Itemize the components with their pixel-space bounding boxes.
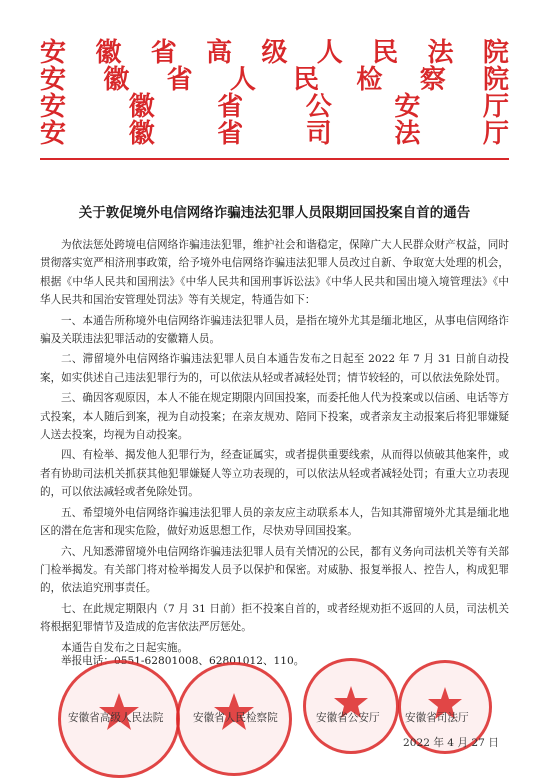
issuer-header [40, 40, 509, 148]
report-hotline: 举报电话：0551-62801008、62801012、110。 [61, 655, 305, 667]
issue-date: 2022 年 4 月 27 日 [403, 737, 499, 749]
signature-court: 安徽省高级人民法院 [68, 712, 164, 724]
header-char: 安 [40, 119, 67, 149]
header-char: 公 [305, 92, 332, 122]
paragraph-5: 五、希望境外电信网络诈骗违法犯罪人员的亲友应主动联系本人，告知其滞留境外尤其是缅北地区的潜在危害和现实危险，做好劝返思想工作，尽快劝导回国投案。 [40, 506, 509, 538]
header-char: 徽 [103, 65, 130, 95]
paragraph-2: 二、滞留境外电信网络诈骗违法犯罪人员自本通告发布之日起至 2022 年 7 月 31 日前自动投案，如实供述自己违法犯罪行为的，可以依法从轻或者减轻处罚；情节较轻的，可以依法免除处罚。 [40, 353, 509, 384]
signature-justice: 安徽省司法厅 [405, 712, 469, 724]
notice-title: 关于敦促境外电信网络诈骗违法犯罪人员限期回国投案自首的通告 [78, 205, 471, 221]
signature-public-security: 安徽省公安厅 [316, 712, 380, 724]
paragraph-3: 三、确因客观原因，本人不能在规定期限内回国投案，而委托他人代为投案或以信函、电话等方式投案，本人随后到案，视为自动投案；在亲友规劝、陪同下投案，或者亲友主动报案后将犯罪嫌疑人送去投案，均视为自动投案。 [40, 392, 509, 442]
paragraph-intro: 为依法惩处跨境电信网络诈骗违法犯罪，维护社会和谐稳定，保障广大人民群众财产权益，同时贯彻落实宽严相济刑事政策，给予境外电信网络诈骗违法犯罪人员改过自新、争取宽大处理的机会，根据《中华人民共和国刑法》《中华人民共和国刑事诉讼法》《中华人民共和国出境入境管理法》《中华人民共和国治安管理处罚法》等有关规定，特通告如下： [40, 239, 509, 307]
paragraph-6: 六、凡知悉滞留境外电信网络诈骗违法犯罪人员有关情况的公民，都有义务向司法机关等有关部门检举揭发。有关部门将对检举揭发人员予以保护和保密。对威胁、报复举报人、控告人，构成犯罪的，依法追究刑事责任。 [40, 545, 509, 595]
header-char: 安 [40, 92, 67, 122]
signature-procuratorate: 安徽省人民检察院 [193, 712, 278, 724]
header-char: 省 [217, 92, 244, 122]
header-char: 省 [166, 65, 193, 95]
header-char: 安 [40, 65, 67, 95]
header-char: 法 [394, 119, 421, 149]
header-line-public-security [40, 94, 509, 121]
header-char: 院 [482, 38, 509, 68]
header-char: 察 [419, 65, 446, 95]
header-char: 检 [356, 65, 383, 95]
header-char: 安 [394, 92, 421, 122]
red-divider [40, 158, 509, 160]
header-line-justice [40, 121, 509, 148]
public-security-seal-stamp [303, 658, 399, 754]
header-char: 徽 [128, 119, 155, 149]
paragraph-7: 七、在此规定期限内（7 月 31 日前）拒不投案自首的，或者经规劝拒不返回的人员，司法机关将根据犯罪情节及造成的危害依法严厉惩处。 [40, 602, 509, 634]
notice-body [40, 236, 509, 659]
header-char: 民 [372, 38, 399, 68]
paragraph-1: 一、本通告所称境外电信网络诈骗违法犯罪人员，是指在境外尤其是缅北地区，从事电信网络诈骗及关联违法犯罪活动的安徽籍人员。 [40, 314, 509, 346]
header-char: 人 [229, 65, 256, 95]
header-char: 徽 [95, 38, 122, 68]
header-char: 民 [293, 65, 320, 95]
header-char: 安 [40, 38, 67, 68]
header-char: 厅 [482, 92, 509, 122]
header-char: 人 [316, 38, 343, 68]
header-char: 省 [217, 119, 244, 149]
header-char: 司 [305, 119, 332, 149]
header-char: 省 [150, 38, 177, 68]
header-line-court [40, 40, 509, 67]
header-line-procuratorate [40, 67, 509, 94]
header-char: 高 [206, 38, 233, 68]
header-char: 法 [427, 38, 454, 68]
header-char: 院 [482, 65, 509, 95]
paragraph-4: 四、有检举、揭发他人犯罪行为，经查证属实，或者提供重要线索，从而得以侦破其他案件，或者有协助司法机关抓获其他犯罪嫌疑人等立功表现的，可以依法从轻或者减轻处罚；有重大立功表现的，可以依法减轻或者免除处罚。 [40, 449, 509, 499]
header-char: 徽 [128, 92, 155, 122]
header-char: 级 [261, 38, 288, 68]
paragraph-effective: 本通告自发布之日起实施。 [61, 641, 189, 654]
header-char: 厅 [482, 119, 509, 149]
